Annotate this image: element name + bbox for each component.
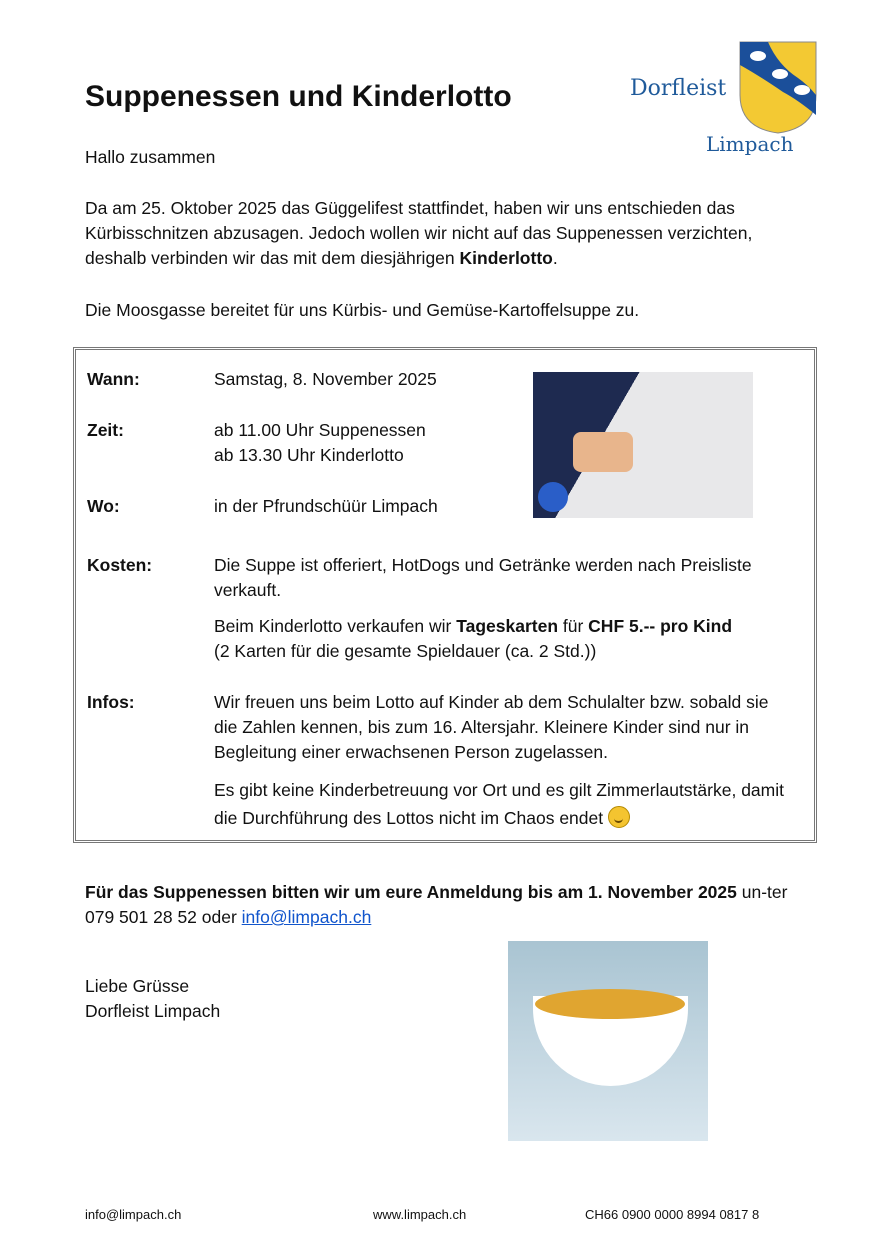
wann-value: Samstag, 8. November 2025 bbox=[214, 369, 437, 389]
footer-website: www.limpach.ch bbox=[373, 1207, 467, 1222]
kosten-value-3: (2 Karten für die gesamte Spieldauer (ca. 2 Std.)) bbox=[214, 641, 597, 661]
closing-greeting: Liebe Grüsse bbox=[85, 976, 190, 996]
footer-iban: CH66 0900 0000 8994 0817 8 bbox=[585, 1207, 760, 1222]
footer-email: info@limpach.ch bbox=[85, 1207, 182, 1222]
wo-label: Wo: bbox=[87, 496, 120, 516]
soups-paragraph: Die Moosgasse bereitet für uns Kürbis- und Gemüse-Kartoffelsuppe zu. bbox=[85, 300, 640, 320]
zeit-value-2: ab 13.30 Uhr Kinderlotto bbox=[214, 445, 404, 465]
kosten-value-1: Die Suppe ist offeriert, HotDogs und Getränke werden nach Preisliste verkauft. bbox=[214, 555, 752, 600]
signup-paragraph: Für das Suppenessen bitten wir um eure Anmeldung bis am 1. November 2025 un-ter 079 501 28 52 oder info@limpach.ch bbox=[85, 882, 788, 927]
infos-label: Infos: bbox=[87, 692, 135, 712]
logo: Dorfleist Limpach bbox=[626, 40, 821, 165]
smiley-icon bbox=[608, 806, 630, 828]
zeit-label: Zeit: bbox=[87, 420, 124, 440]
event-details-box bbox=[73, 347, 817, 843]
coat-of-arms-icon bbox=[738, 40, 818, 135]
closing-signature: Dorfleist Limpach bbox=[85, 1001, 221, 1021]
email-link[interactable]: info@limpach.ch bbox=[241, 907, 372, 927]
wo-value: in der Pfrundschüür Limpach bbox=[214, 496, 438, 516]
wann-label: Wann: bbox=[87, 369, 140, 389]
lotto-image bbox=[533, 372, 753, 518]
infos-value-1: Wir freuen uns beim Lotto auf Kinder ab dem Schulalter bzw. sobald sie die Zahlen kennen, bis zum 16. Altersjahr. Kleinere Kinder sind nur in Begleitung einer erwachsenen Person zugelassen. bbox=[214, 692, 769, 762]
page-title: Suppenessen und Kinderlotto bbox=[85, 80, 512, 113]
zeit-value-1: ab 11.00 Uhr Suppenessen bbox=[214, 420, 426, 440]
kosten-label: Kosten: bbox=[87, 555, 153, 575]
soup-image bbox=[508, 941, 708, 1141]
intro-paragraph: Da am 25. Oktober 2025 das Güggelifest stattfindet, haben wir uns entschieden das Kürbisschnitzen abzusagen. Jedoch wollen wir nicht auf das Suppenessen verzichten, deshalb verbinden wir das mit dem diesjährigen Kinderlotto. bbox=[85, 198, 753, 268]
infos-value-2: Es gibt keine Kinderbetreuung vor Ort und es gilt Zimmerlautstärke, damit die Durchführung des Lottos nicht im Chaos endet bbox=[214, 780, 784, 828]
kosten-value-2: Beim Kinderlotto verkaufen wir Tageskarten für CHF 5.-- pro Kind bbox=[214, 616, 733, 636]
greeting: Hallo zusammen bbox=[85, 147, 216, 167]
